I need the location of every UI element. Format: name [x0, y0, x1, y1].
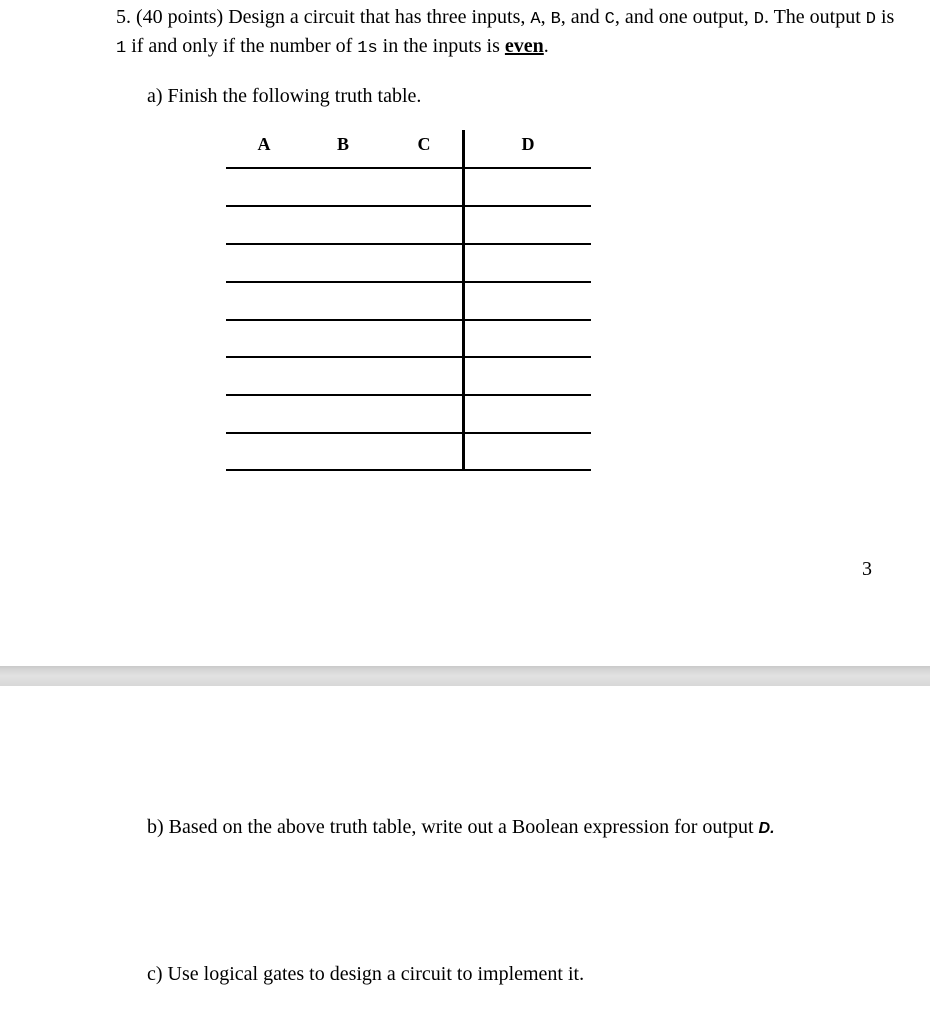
truth-table-row-line[interactable]: [226, 432, 591, 434]
part-b-instruction: b) Based on the above truth table, write out a Boolean expression for output D.: [147, 816, 775, 838]
ones-code: 1s: [357, 39, 378, 58]
truth-table-row-line[interactable]: [226, 356, 591, 358]
truth-table-row-line[interactable]: [226, 281, 591, 283]
truth-table-header-b: B: [336, 134, 349, 154]
truth-table-header-a: A: [257, 134, 271, 154]
truth-table-row-line[interactable]: [226, 469, 591, 471]
truth-table-row-line[interactable]: [226, 205, 591, 207]
even-emphasis: even: [504, 35, 544, 57]
input-c-code: C: [604, 10, 615, 29]
page-number: 3: [862, 558, 872, 580]
truth-table-divider: [462, 130, 465, 471]
truth-table-row-line[interactable]: [226, 394, 591, 396]
truth-table-row-line[interactable]: [226, 319, 591, 321]
page-break: [0, 666, 930, 686]
one-code: 1: [116, 39, 127, 58]
truth-table-row-line[interactable]: [226, 167, 591, 169]
output-d-code: D: [865, 10, 876, 29]
input-a-code: A: [530, 10, 541, 29]
input-b-code: B: [550, 10, 561, 29]
part-a-instruction: a) Finish the following truth table.: [147, 85, 422, 107]
question-text: 5. (40 points) Design a circuit that has three inputs, A, B, and C, and one output, D. The output D is 1 if and only if the number of 1s in the inputs is even.: [116, 6, 895, 58]
output-d-label: D.: [758, 820, 775, 837]
truth-table-row-line[interactable]: [226, 243, 591, 245]
output-d-code: D: [753, 10, 764, 29]
truth-table-header-d: D: [521, 134, 535, 154]
part-c-instruction: c) Use logical gates to design a circuit to implement it.: [147, 963, 585, 985]
truth-table-header-c: C: [417, 134, 431, 154]
